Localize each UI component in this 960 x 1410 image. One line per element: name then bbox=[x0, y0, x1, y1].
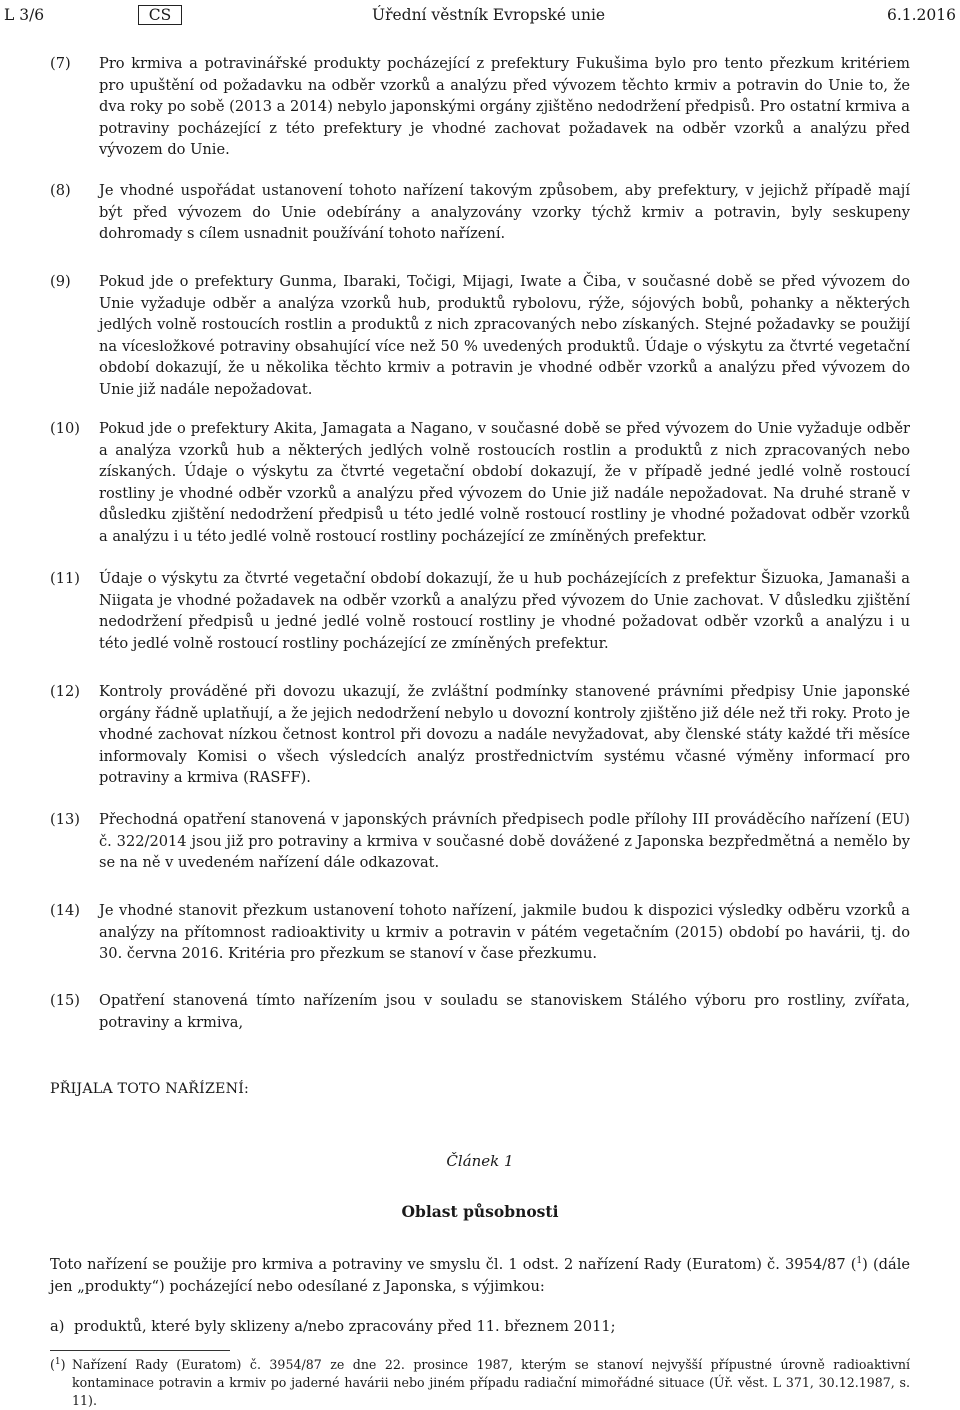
recital-number: (14) bbox=[50, 902, 80, 919]
footnote-mark bbox=[50, 1356, 66, 1374]
recital-number: (12) bbox=[50, 683, 80, 700]
recital-number: (8) bbox=[50, 182, 71, 199]
recital-text: Je vhodné uspořádat ustanovení tohoto nařízení takovým způsobem, aby prefektury, v jejichž případě mají být před vývozem do Unie odebírány a analyzovány vzorky týchž krmiv a potravin, byly seskupeny dohromady s cílem usnadnit používání tohoto nařízení. bbox=[99, 182, 910, 243]
recital-number: (9) bbox=[50, 273, 71, 290]
footnote-mark-close: ) bbox=[60, 1357, 66, 1372]
journal-title: Úřední věstník Evropské unie bbox=[372, 6, 606, 24]
footnote-mark-number: 1 bbox=[54, 1356, 61, 1367]
recital-15 bbox=[50, 990, 910, 1033]
recital-number: (11) bbox=[50, 570, 80, 587]
footnote-text: Nařízení Rady (Euratom) č. 3954/87 ze dne 22. prosince 1987, kterým se stanoví nejvyšší přípustné úrovně radioaktivní kontaminace potravin a krmiv po jaderné havárii nebo jiném případu radiační mimořádné situace (Úř. věst. L 371, 30.12.1987, s. 11). bbox=[72, 1357, 910, 1408]
recital-8 bbox=[50, 180, 910, 245]
recital-text: Je vhodné stanovit přezkum ustanovení tohoto nařízení, jakmile budou k dispozici výsledky odběru vzorků a analýzy na přítomnost radioaktivity u krmiv a potravin v pátém vegetačním (2015) období po havárii, tj. do 30. června 2016. Kritéria pro přezkum se stanoví v čase přezkumu. bbox=[99, 902, 910, 963]
article-title: Oblast působnosti bbox=[401, 1202, 559, 1221]
list-item bbox=[50, 1316, 910, 1338]
article-body bbox=[50, 1254, 910, 1297]
footnote-reference[interactable]: 1 bbox=[856, 1256, 863, 1267]
list-item-text: produktů, které byly sklizeny a/nebo zpracovány před 11. březnem 2011; bbox=[74, 1318, 616, 1335]
language-code-box: CS bbox=[138, 5, 182, 25]
article-body-end: ) (dále jen „produkty“) pocházející nebo odesílané z Japonska, s výjimkou: bbox=[50, 1256, 911, 1295]
page-reference: L 3/6 bbox=[4, 6, 45, 24]
recital-number: (10) bbox=[50, 420, 80, 437]
recital-13 bbox=[50, 809, 910, 874]
adoption-formula: PŘIJALA TOTO NAŘÍZENÍ: bbox=[50, 1081, 250, 1097]
article-body-start: Toto nařízení se použije pro krmiva a potraviny ve smyslu čl. 1 odst. 2 nařízení Rady (Euratom) č. 3954/87 ( bbox=[50, 1256, 857, 1273]
recital-text: Pokud jde o prefektury Akita, Jamagata a Nagano, v současné době se před vývozem do Unie vyžaduje odběr a analýza vzorků hub a některých jedlých volně rostoucích rostlin a produktů z nich zpracovaných nebo získaných. Údaje o výskytu za čtvrté vegetační období dokazují, že v případě jedné jedlé volně rostoucí rostliny je vhodné odběr vzorků a analýzu před vývozem do Unie již nadále nepožadovat. Na druhé straně v důsledku zjištění nedodržení předpisů u této jedlé volně rostoucí rostliny je vhodné požadovat odběr vzorků a analýzu i u této jedlé volně rostoucí rostliny pocházející ze zmíněných prefektur. bbox=[99, 420, 910, 545]
recital-9 bbox=[50, 271, 910, 401]
recital-text: Pro krmiva a potravinářské produkty pocházející z prefektury Fukušima bylo pro tento přezkum kritériem pro upuštění od požadavku na odběr vzorků a analýzu před vývozem těchto krmiv a potravin do Unie to, že dva roky po sobě (2013 a 2014) nebylo japonskými orgány zjištěno nedodržení předpisů. Pro ostatní krmiva a potraviny pocházející z této prefektury je vhodné zachovat požadavek na odběr vzorků a analýzu před vývozem do Unie. bbox=[99, 55, 910, 159]
recital-number: (13) bbox=[50, 811, 80, 828]
recital-text: Přechodná opatření stanovená v japonských právních předpisech podle přílohy III prováděcího nařízení (EU) č. 322/2014 jsou již pro potraviny a krmiva v současné době dovážené z Japonska bezpředmětná a nemělo by se na ně v uvedeném nařízení dále odkazovat. bbox=[99, 811, 910, 872]
list-item-label: a) bbox=[50, 1318, 65, 1335]
footnote-mark-open: ( bbox=[50, 1357, 55, 1372]
publication-date: 6.1.2016 bbox=[886, 6, 956, 24]
recital-10 bbox=[50, 418, 910, 548]
recital-14 bbox=[50, 900, 910, 965]
recital-7 bbox=[50, 53, 910, 161]
recital-number: (7) bbox=[50, 55, 71, 72]
footnote-divider bbox=[50, 1350, 230, 1351]
recital-text: Opatření stanovená tímto nařízením jsou v souladu se stanoviskem Stálého výboru pro rostliny, zvířata, potraviny a krmiva, bbox=[99, 992, 910, 1031]
article-number: Článek 1 bbox=[446, 1152, 514, 1170]
page-header bbox=[0, 5, 960, 29]
recital-text: Kontroly prováděné při dovozu ukazují, že zvláštní podmínky stanovené právními předpisy Unie japonské orgány řádně uplatňují, a že jejich nedodržení nebylo u dovozní kontroly zjištěno již déle než tři roky. Proto je vhodné zachovat nízkou četnost kontrol při dovozu a nadále nevyžadovat, aby členské státy každé tři měsíce informovaly Komisi o všech výsledcích analýz prostřednictvím systému včasné výměny informací pro potraviny a krmiva (RASFF). bbox=[99, 683, 910, 787]
recital-11 bbox=[50, 568, 910, 654]
footnote bbox=[50, 1356, 910, 1410]
recital-12 bbox=[50, 681, 910, 789]
recital-text: Pokud jde o prefektury Gunma, Ibaraki, Točigi, Mijagi, Iwate a Čiba, v současné době se před vývozem do Unie vyžaduje odběr a analýza vzorků hub, produktů rybolovu, rýže, sójových bobů, pohanky a některých jedlých volně rostoucích rostlin a produktů z nich zpracovaných nebo získaných. Stejné požadavky se použijí na vícesložkové potraviny obsahující více než 50 % uvedených produktů. Údaje o výskytu za čtvrté vegetační období dokazují, že u několika těchto krmiv a potravin je vhodné odběr vzorků a analýzu před vývozem do Unie již nadále nepožadovat. bbox=[99, 273, 910, 398]
recital-text: Údaje o výskytu za čtvrté vegetační období dokazují, že u hub pocházejících z prefektur Šizuoka, Jamanaši a Niigata je vhodné požadavek na odběr vzorků a analýzu před vývozem do Unie zachovat. V důsledku zjištění nedodržení předpisů u jedné jedlé volně rostoucí rostliny je vhodné požadovat odběr vzorků a analýzu i u této jedlé volně rostoucí rostliny pocházející ze zmíněných prefektur. bbox=[99, 570, 910, 652]
recital-number: (15) bbox=[50, 992, 80, 1009]
